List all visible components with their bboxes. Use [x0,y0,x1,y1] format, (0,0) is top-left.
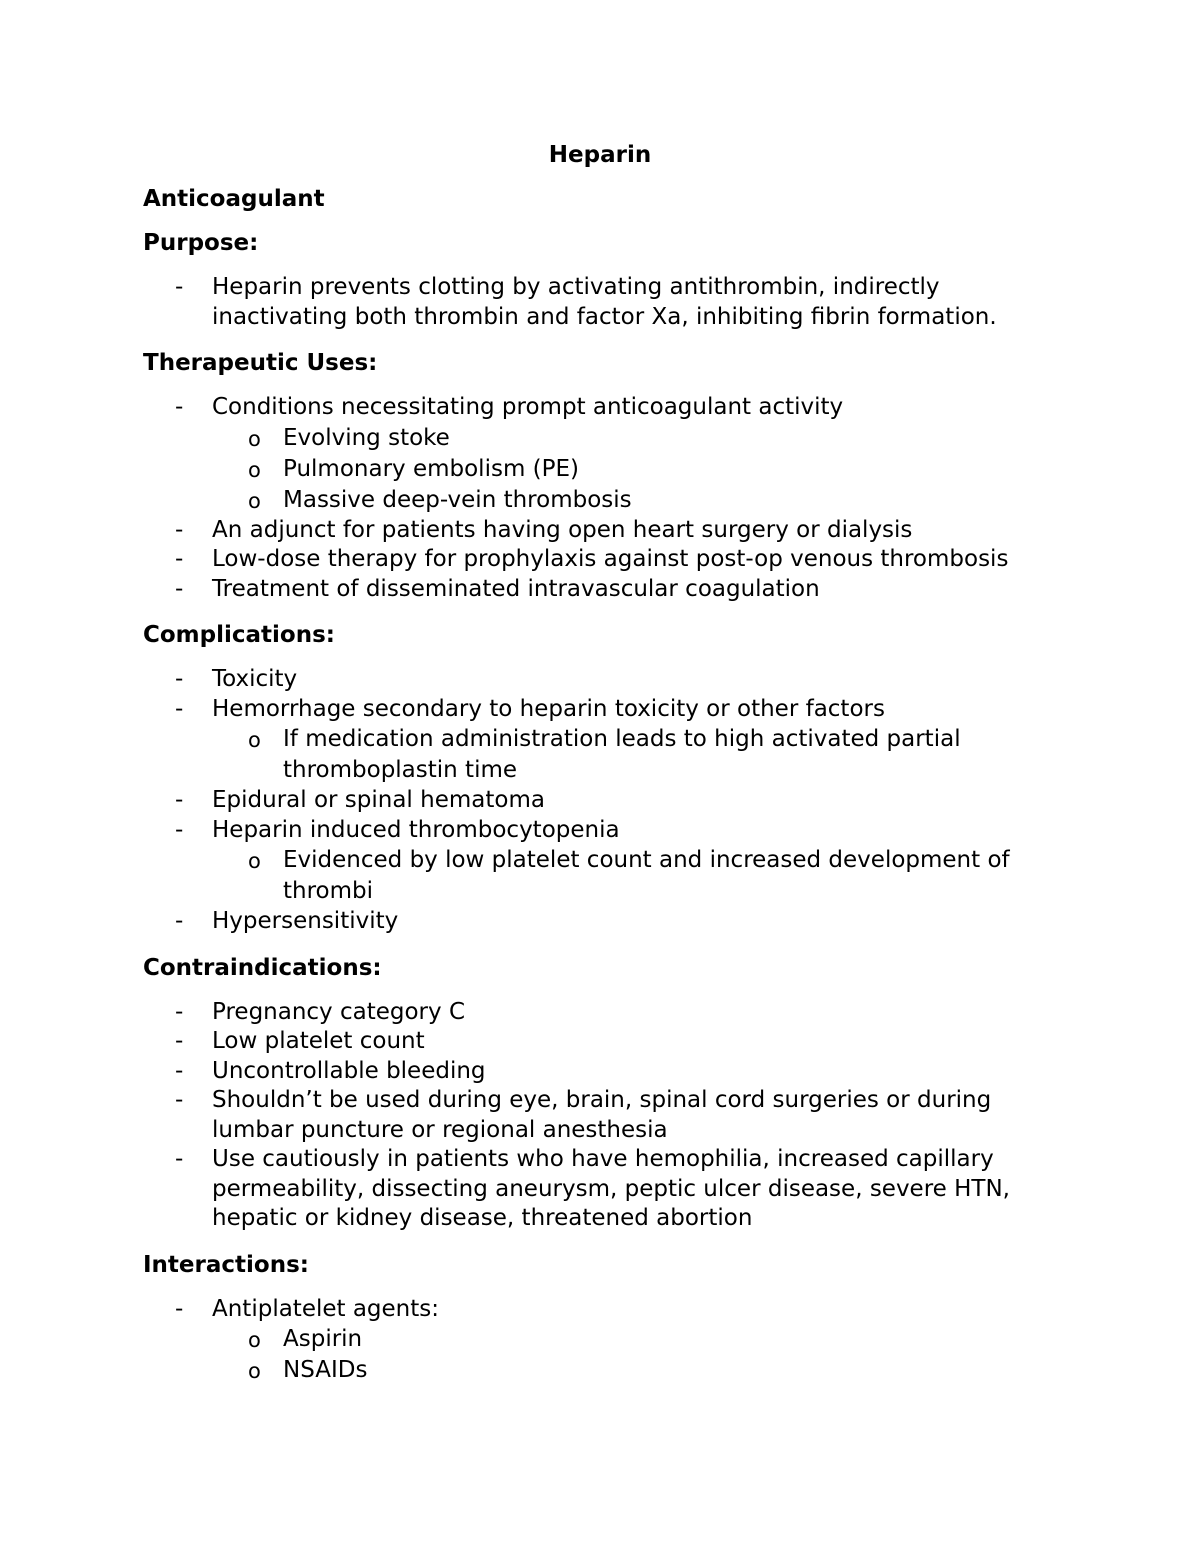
bullet-marker: - [175,546,184,572]
list-item-text: Heparin prevents clotting by activating antithrombin, indirectly inactivating both thrombin and factor Xa, inhibiting fibrin formation. [212,274,997,330]
section-heading-purpose: Purpose: [143,230,259,256]
document-title: Heparin [548,142,652,168]
sub-list-item-text: Evidenced by low platelet count and increased development of thrombi [283,847,1010,904]
sub-bullet-marker: o [248,457,261,482]
list-item [143,695,1043,787]
section-heading-therapeutic-uses: Therapeutic Uses: [143,350,378,376]
section-heading-contraindications: Contraindications: [143,954,382,981]
sub-bullet-marker: o [248,426,261,451]
list-item-text: Hemorrhage secondary to heparin toxicity or other factors [212,695,885,722]
list-item [143,545,1043,575]
document-subtitle: Anticoagulant [143,186,325,212]
list-item-text: Heparin induced thrombocytopenia [212,816,620,843]
list-item [143,1027,1043,1057]
sub-list-item [212,724,1043,786]
sub-list-item-text: Pulmonary embolism (PE) [283,455,580,482]
sub-bullet-marker: o [248,1359,261,1383]
sub-list-item-text: NSAIDs [283,1357,368,1383]
sub-bullet-marker: o [248,488,261,513]
purpose-list [143,273,1043,332]
sub-list-item [212,423,1043,454]
list-item-text: Shouldn’t be used during eye, brain, spinal cord surgeries or during lumbar puncture or regional anesthesia [212,1087,992,1143]
sub-list-item [212,1355,1043,1386]
list-item-text: Low-dose therapy for prophylaxis against post-op venous thrombosis [212,546,1009,572]
bullet-marker: - [175,1087,184,1113]
list-item-text: Epidural or spinal hematoma [212,787,545,813]
list-item [143,998,1043,1028]
interactions-list [143,1295,1043,1387]
bullet-marker: - [175,1295,184,1322]
list-item [143,1295,1043,1387]
section-heading-complications: Complications: [143,622,335,648]
bullet-marker: - [175,1146,184,1172]
list-item-text: Toxicity [212,666,298,692]
bullet-marker: - [175,516,184,543]
sub-bullet-marker: o [248,728,261,752]
bullet-marker: - [175,394,184,420]
list-item [143,575,1043,605]
complications-list [143,665,1043,937]
list-item [143,1145,1043,1234]
bullet-marker: - [175,908,184,934]
bullet-marker: - [175,1057,184,1084]
therapeutic-uses-list [143,393,1043,604]
sub-list-item-text: If medication administration leads to high activated partial thromboplastin time [283,726,961,783]
list-item-text: Pregnancy category C [212,998,465,1025]
sub-list-item-text: Evolving stoke [283,424,450,451]
list-item-text: Uncontrollable bleeding [212,1057,486,1084]
bullet-marker: - [175,816,184,843]
list-item [143,393,1043,516]
bullet-marker: - [175,274,184,300]
list-item-text: Treatment of disseminated intravascular coagulation [212,575,820,602]
list-item [143,816,1043,908]
bullet-marker: - [175,787,184,813]
bullet-marker: - [175,575,184,602]
list-item [143,1057,1043,1087]
sub-list [212,1324,1043,1386]
bullet-marker: - [175,998,184,1025]
contraindications-list [143,998,1043,1234]
list-item-text: Low platelet count [212,1028,425,1054]
bullet-marker: - [175,666,184,692]
document-page [143,140,1043,1402]
list-item [143,1086,1043,1145]
sub-bullet-marker: o [248,1328,261,1352]
sub-list-item [212,454,1043,485]
list-item [143,665,1043,695]
list-item-text: Conditions necessitating prompt anticoagulant activity [212,394,844,420]
list-item-text: Antiplatelet agents: [212,1295,440,1322]
list-item [143,516,1043,546]
sub-list-item-text: Massive deep-vein thrombosis [283,486,632,513]
list-item-text: An adjunct for patients having open heart surgery or dialysis [212,516,913,543]
sub-list [212,845,1043,907]
list-item-text: Hypersensitivity [212,908,399,934]
sub-list-item [212,485,1043,516]
sub-list-item [212,845,1043,907]
sub-list [212,423,1043,516]
list-item [143,907,1043,937]
section-heading-interactions: Interactions: [143,1251,309,1278]
bullet-marker: - [175,695,184,722]
list-item-text: Use cautiously in patients who have hemophilia, increased capillary permeability, dissecting aneurysm, peptic ulcer disease, severe HTN, hepatic or kidney disease, threatened abortion [212,1146,1010,1231]
sub-list-item-text: Aspirin [283,1326,363,1352]
bullet-marker: - [175,1028,184,1054]
sub-list-item [212,1324,1043,1355]
list-item [143,273,1043,332]
sub-bullet-marker: o [248,849,261,873]
list-item [143,786,1043,816]
sub-list [212,724,1043,786]
